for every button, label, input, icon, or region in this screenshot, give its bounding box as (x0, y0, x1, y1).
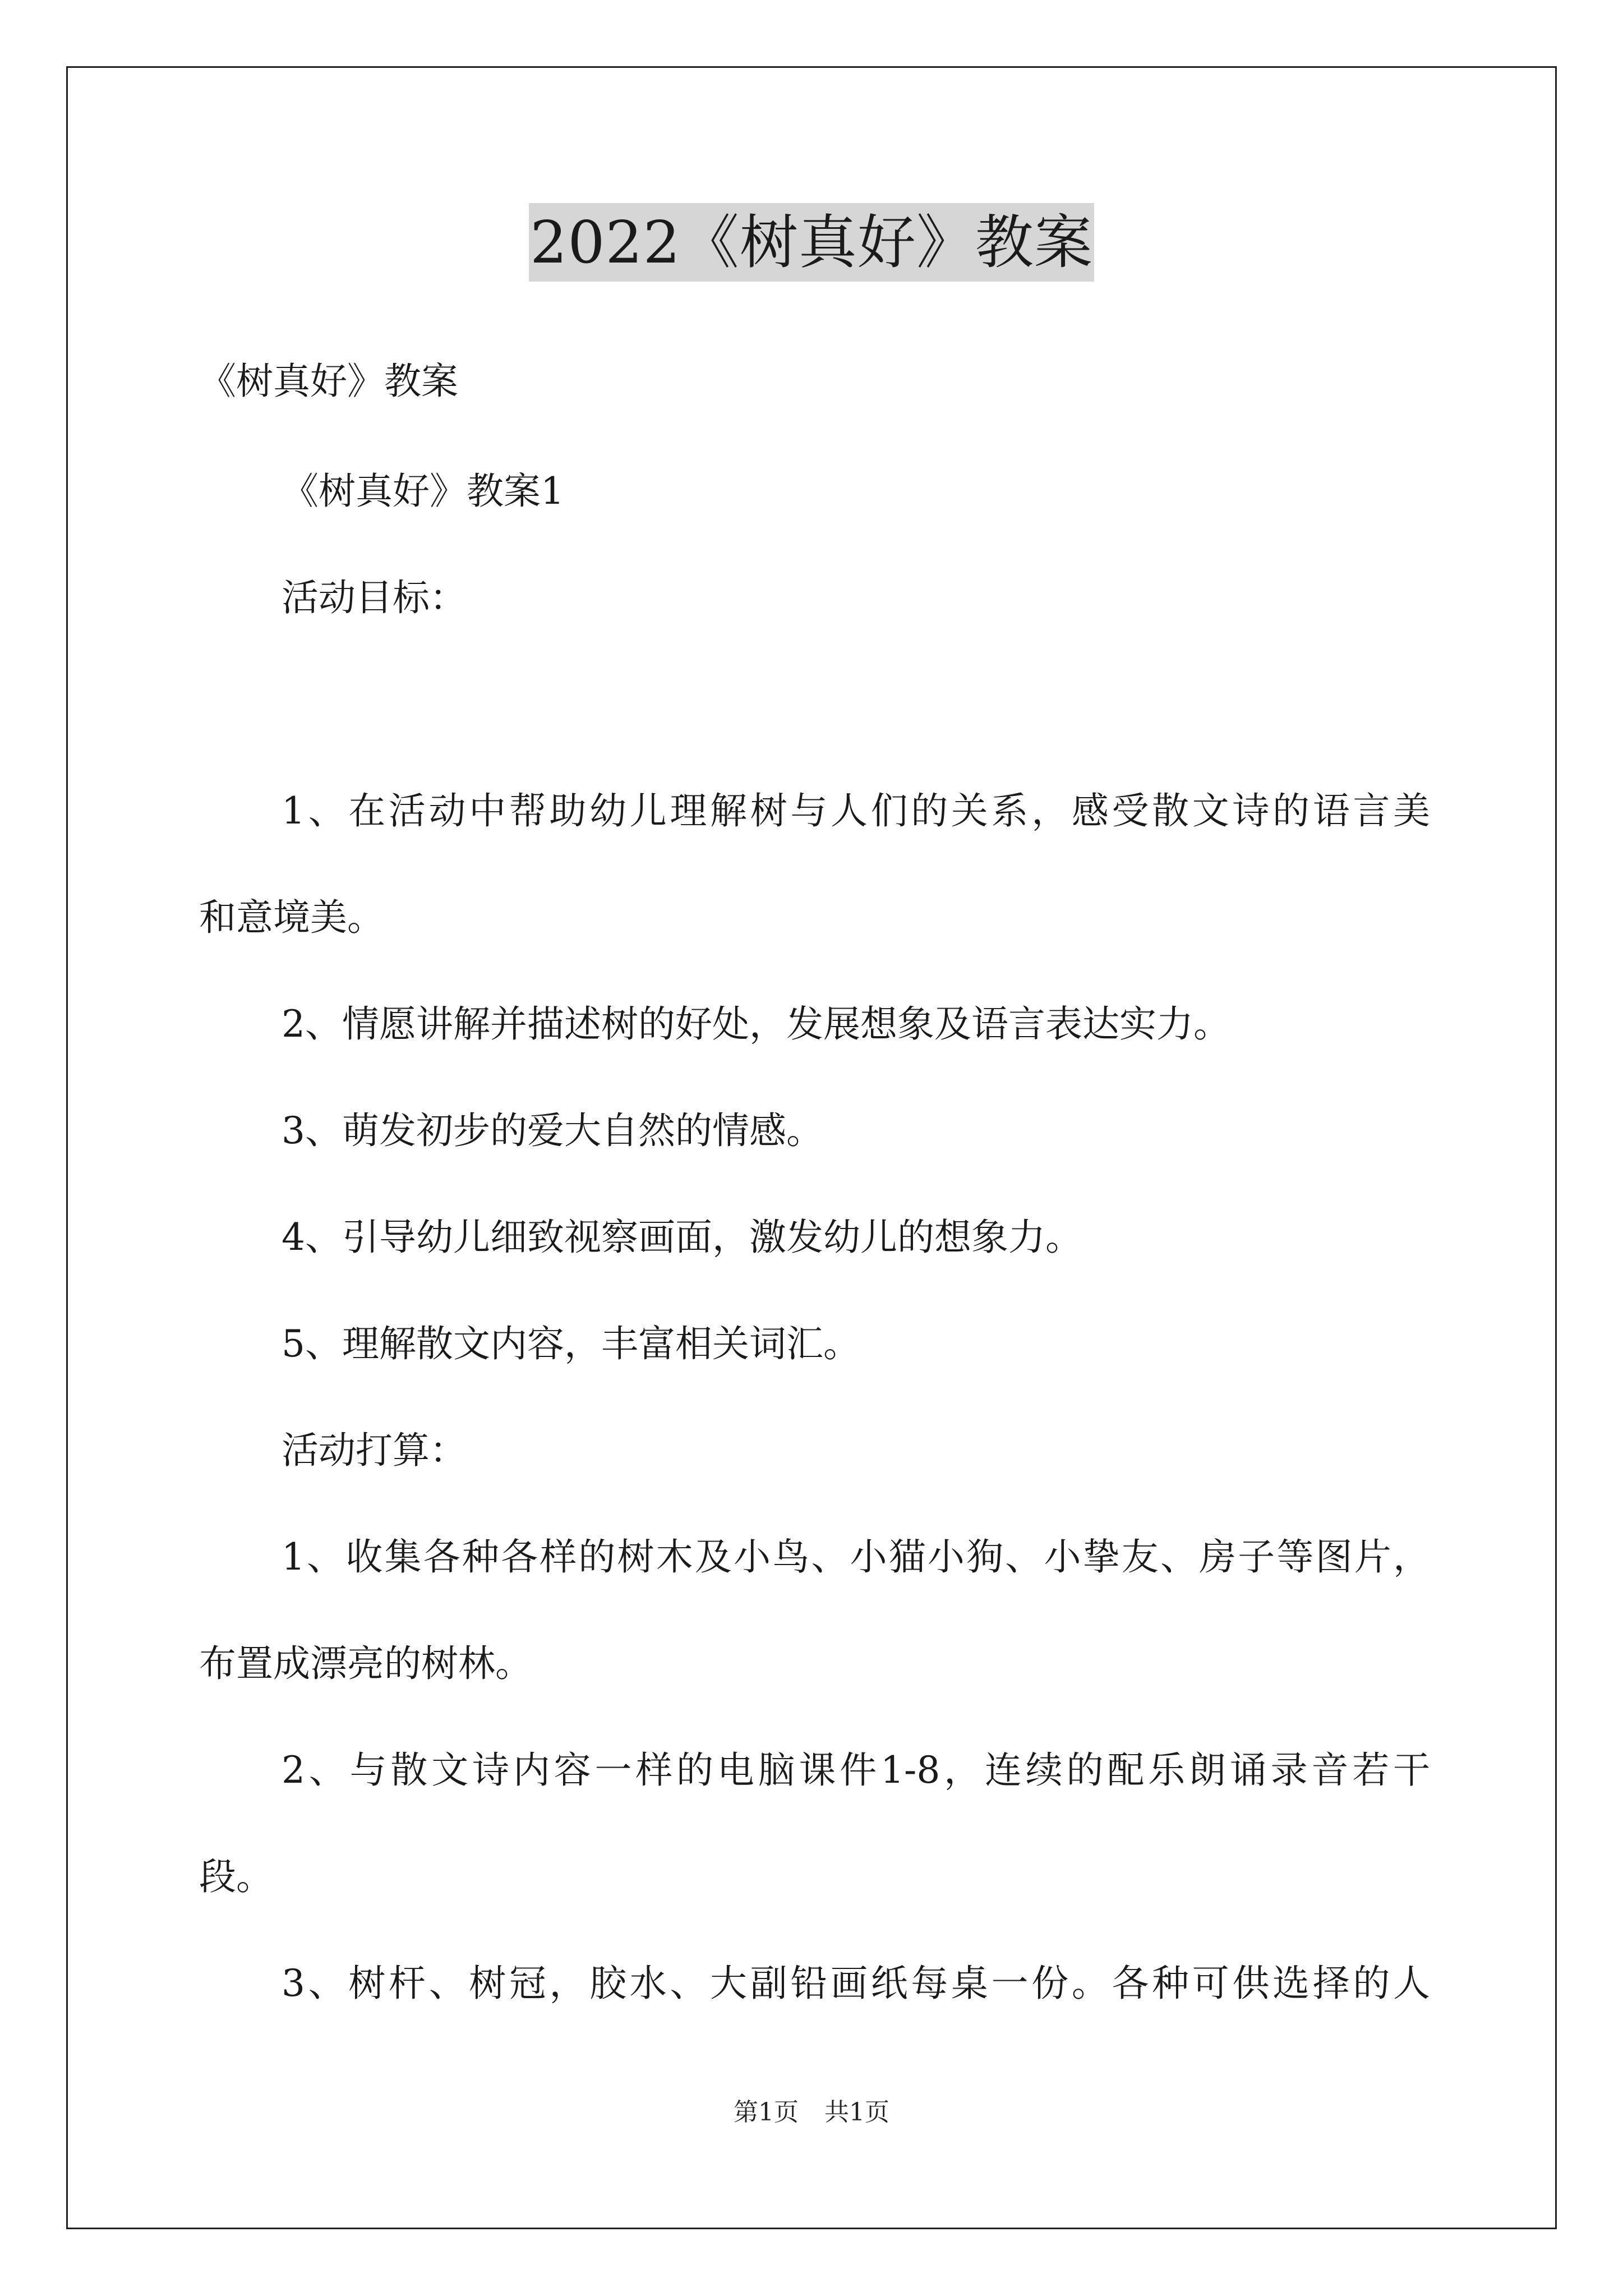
goal-item-1: 1、在活动中帮助幼儿理解树与人们的关系，感受散文诗的语言美 (282, 789, 1430, 832)
prep-item-3: 3、树杆、树冠，胶水、大副铅画纸每桌一份。各种可供选择的人 (282, 1962, 1430, 2005)
goal-item-4: 4、引导幼儿细致视察画面，激发幼儿的想象力。 (282, 1216, 1082, 1259)
page-number: 第1页 (734, 2098, 799, 2127)
preparation-heading: 活动打算： (282, 1429, 467, 1472)
goals-heading: 活动目标： (282, 576, 467, 619)
subtitle-line: 《树真好》教案 (199, 360, 458, 403)
prep-item-1-continued: 布置成漂亮的树林。 (199, 1642, 532, 1685)
prep-item-1: 1、收集各种各样的树木及小鸟、小猫小狗、小挚友、房子等图片， (282, 1535, 1430, 1579)
prep-item-2-continued: 段。 (199, 1855, 273, 1898)
goal-item-1-continued: 和意境美。 (199, 896, 384, 939)
page-footer (0, 2097, 1623, 2128)
title-container (0, 203, 1623, 282)
goal-item-5: 5、理解散文内容，丰富相关词汇。 (282, 1322, 860, 1365)
page-total: 共1页 (824, 2098, 889, 2127)
document-title: 2022《树真好》教案 (529, 203, 1094, 282)
prep-item-2: 2、与散文诗内容一样的电脑课件1-8，连续的配乐朗诵录音若干 (282, 1749, 1430, 1792)
goal-item-2: 2、情愿讲解并描述树的好处，发展想象及语言表达实力。 (282, 1002, 1230, 1046)
goal-item-3: 3、萌发初步的爱大自然的情感。 (282, 1109, 823, 1152)
section-heading: 《树真好》教案1 (282, 470, 564, 513)
